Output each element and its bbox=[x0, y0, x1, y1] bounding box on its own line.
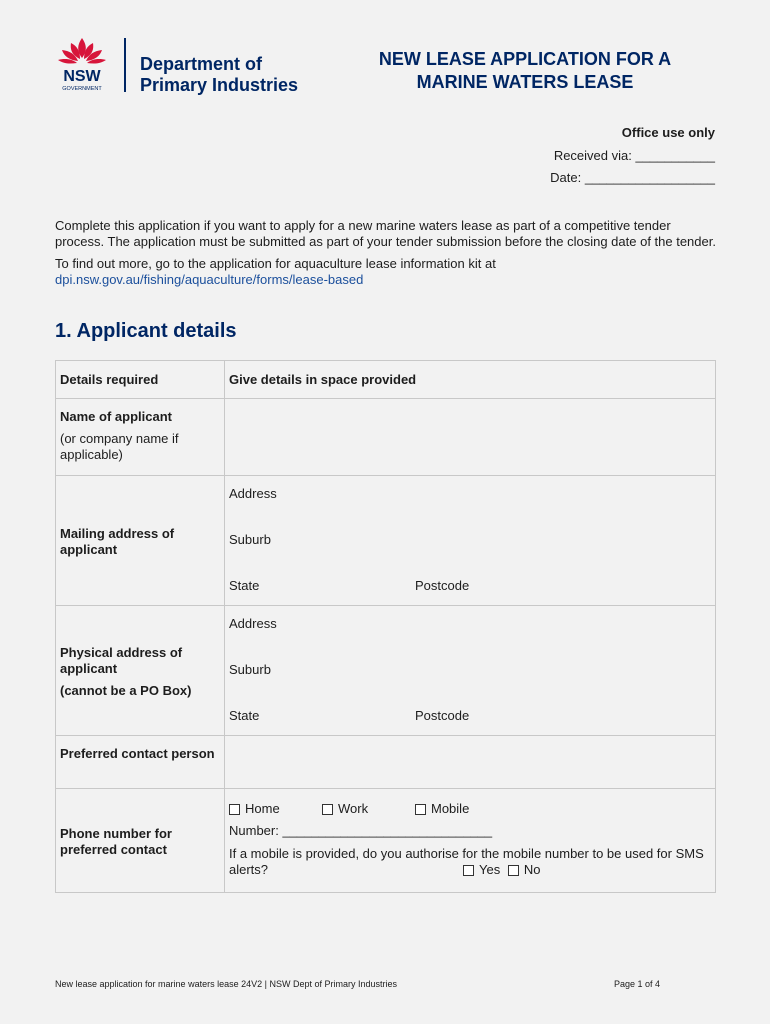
header-details-required: Details required bbox=[60, 372, 159, 387]
intro-paragraph: Complete this application if you want to apply for a new marine waters lease as part of a competitive tender process. The application must be submitted as part of your tender submission before the closing date of the tender. bbox=[55, 218, 716, 249]
phone-type-options bbox=[229, 801, 711, 817]
sms-yes-checkbox[interactable] bbox=[463, 865, 474, 876]
sms-no-checkbox[interactable] bbox=[508, 865, 519, 876]
nsw-waratah-logo bbox=[52, 36, 112, 94]
info-kit-paragraph bbox=[55, 256, 720, 288]
home-option-label: Home bbox=[245, 801, 280, 816]
logo-divider bbox=[124, 38, 126, 92]
table-row bbox=[56, 606, 716, 736]
preferred-contact-input[interactable] bbox=[225, 736, 716, 789]
department-line-1: Department of bbox=[140, 54, 263, 74]
title-line-2: MARINE WATERS LEASE bbox=[416, 72, 634, 92]
preferred-contact-label: Preferred contact person bbox=[60, 746, 215, 761]
sms-no-label: No bbox=[523, 862, 541, 877]
table-row bbox=[56, 736, 716, 789]
mailing-state-label: State bbox=[229, 578, 260, 593]
received-via-field[interactable]: Received via: ___________ bbox=[553, 148, 715, 163]
physical-suburb-label: Suburb bbox=[229, 662, 271, 677]
table-row bbox=[56, 476, 716, 606]
table-row bbox=[56, 399, 716, 476]
physical-state-label: State bbox=[229, 708, 260, 723]
applicant-details-table bbox=[55, 360, 716, 893]
name-of-applicant-input[interactable] bbox=[225, 399, 716, 476]
mailing-postcode-label: Postcode bbox=[415, 578, 470, 593]
mailing-address-line-label: Address bbox=[229, 486, 277, 501]
sms-no-option[interactable] bbox=[508, 862, 541, 878]
physical-address-line-label: Address bbox=[229, 616, 277, 631]
mobile-option-label: Mobile bbox=[431, 801, 470, 816]
office-use-block bbox=[550, 125, 715, 192]
home-checkbox[interactable] bbox=[229, 804, 240, 815]
work-option-label: Work bbox=[338, 801, 369, 816]
sms-yes-option[interactable] bbox=[463, 862, 500, 878]
section-title: 1. Applicant details bbox=[55, 320, 237, 342]
info-kit-text: To find out more, go to the application for aquaculture lease information kit at bbox=[55, 256, 496, 271]
page-number: Page 1 of 4 bbox=[614, 979, 661, 989]
physical-postcode-label: Postcode bbox=[415, 708, 470, 723]
sms-yes-label: Yes bbox=[479, 862, 501, 877]
work-option[interactable] bbox=[322, 801, 415, 817]
logo-government-text: GOVERNMENT bbox=[62, 86, 102, 92]
department-line-2: Primary Industries bbox=[140, 75, 299, 95]
name-of-applicant-label: Name of applicant bbox=[60, 409, 172, 424]
title-line-1: NEW LEASE APPLICATION FOR A bbox=[378, 49, 672, 69]
table-header-row bbox=[56, 361, 716, 399]
logo-nsw-text: NSW bbox=[63, 68, 101, 85]
work-checkbox[interactable] bbox=[322, 804, 333, 815]
name-of-applicant-note: (or company name if applicable) bbox=[60, 431, 179, 462]
mailing-address-label: Mailing address of applicant bbox=[60, 525, 175, 557]
header-give-details: Give details in space provided bbox=[229, 372, 417, 387]
footer-text: New lease application for marine waters lease 24V2 | NSW Dept of Primary Industries bbox=[55, 979, 397, 989]
mobile-checkbox[interactable] bbox=[415, 804, 426, 815]
mailing-suburb-label: Suburb bbox=[229, 532, 271, 547]
mobile-option[interactable] bbox=[415, 801, 469, 817]
phone-number-label: Phone number for preferred contact bbox=[60, 825, 172, 857]
department-name bbox=[140, 54, 298, 96]
physical-address-note: (cannot be a PO Box) bbox=[60, 682, 192, 698]
home-option[interactable] bbox=[229, 801, 322, 817]
phone-number-field[interactable]: Number: _____________________________ bbox=[229, 823, 493, 838]
table-row bbox=[56, 789, 716, 893]
office-date-field[interactable]: Date: __________________ bbox=[550, 170, 715, 185]
physical-address-input[interactable] bbox=[225, 606, 716, 736]
sms-answer-options bbox=[463, 862, 540, 880]
mailing-address-input[interactable] bbox=[225, 476, 716, 606]
document-title bbox=[340, 48, 710, 94]
sms-question: If a mobile is provided, do you authorise for the mobile number to be used for SMS alerts? bbox=[229, 846, 704, 877]
physical-address-label: Physical address of applicant bbox=[60, 644, 183, 676]
sms-authorisation bbox=[229, 846, 711, 878]
introduction bbox=[55, 218, 720, 294]
info-kit-link[interactable]: dpi.nsw.gov.au/fishing/aquaculture/forms/lease-based bbox=[55, 272, 364, 287]
office-use-heading: Office use only bbox=[621, 125, 715, 140]
